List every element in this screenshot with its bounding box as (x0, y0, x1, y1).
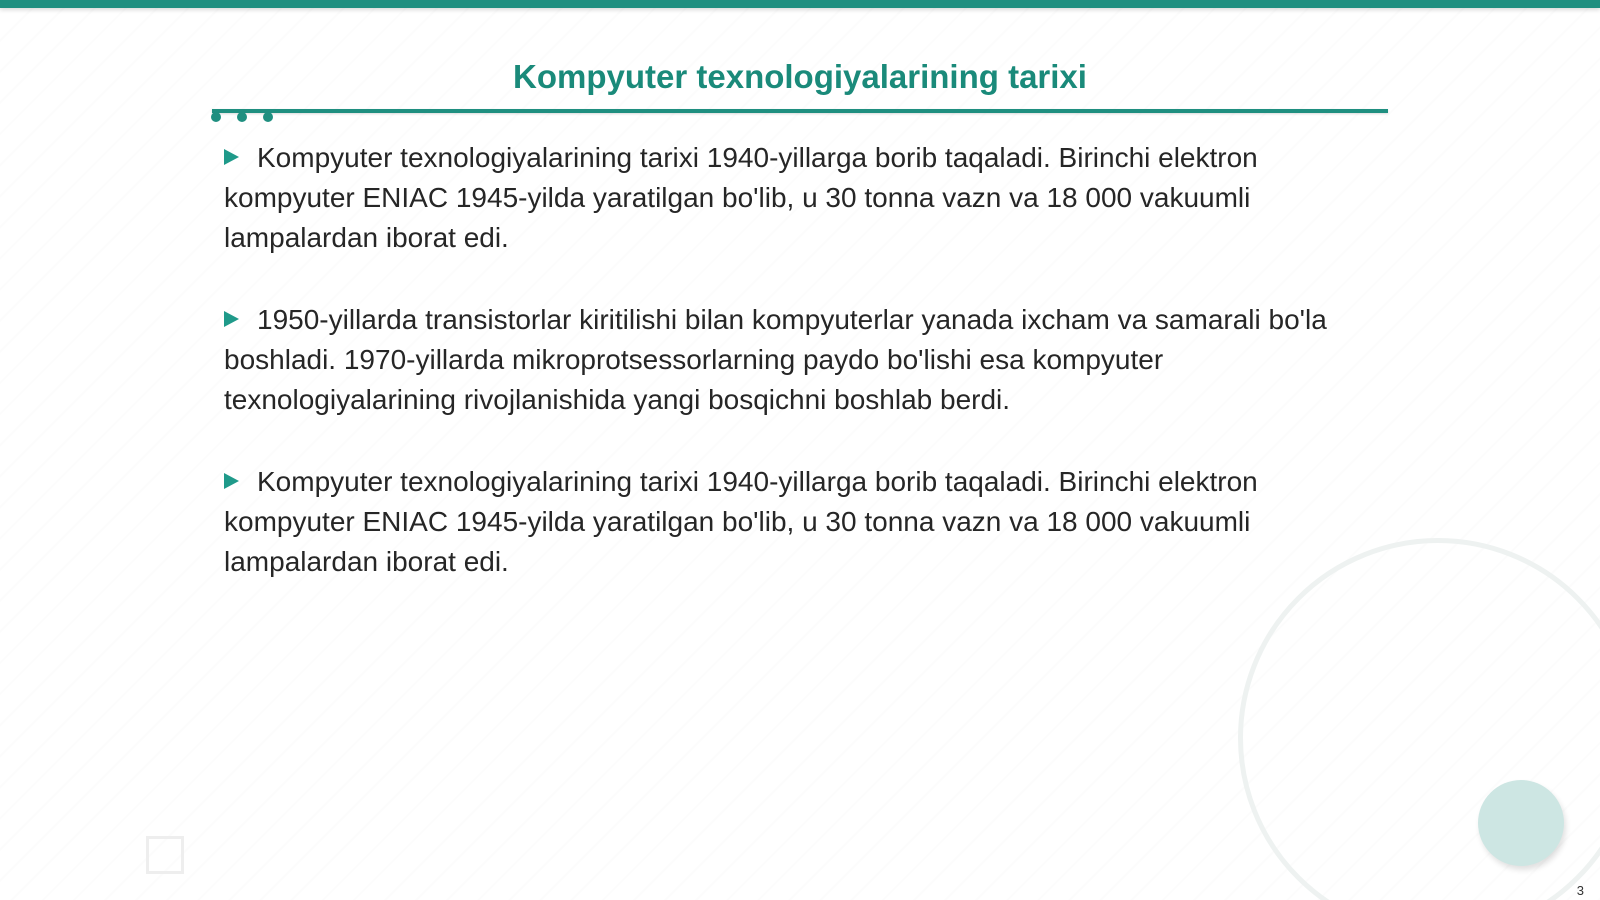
bullet-item (224, 300, 1384, 420)
decorative-square (146, 836, 184, 874)
bullet-item (224, 462, 1384, 582)
triangle-right-icon (224, 311, 239, 327)
bullet-text: Kompyuter texnologiyalarining tarixi 1940-yillarga borib taqaladi. Birinchi elektron kompyuter ENIAC 1945-yilda yaratilgan bo'lib, u 30 tonna vazn va 18 000 vakuumli lampalardan iborat edi. (224, 466, 1258, 577)
bullet-text: 1950-yillarda transistorlar kiritilishi bilan kompyuterlar yanada ixcham va samarali bo'la boshladi. 1970-yillarda mikroprotsessorlarning paydo bo'lishi esa kompyuter texnologiyalarining rivojlanishida yangi bosqichni boshlab berdi. (224, 304, 1327, 415)
triangle-right-icon (224, 149, 239, 165)
bullet-list (224, 138, 1384, 624)
top-accent-bar (0, 0, 1600, 8)
underline-dot (263, 112, 273, 122)
triangle-right-icon (224, 473, 239, 489)
slide-number: 3 (1576, 883, 1584, 898)
underline-dot (237, 112, 247, 122)
decorative-dot (1478, 780, 1564, 866)
bullet-item (224, 138, 1384, 258)
bullet-text: Kompyuter texnologiyalarining tarixi 1940-yillarga borib taqaladi. Birinchi elektron kompyuter ENIAC 1945-yilda yaratilgan bo'lib, u 30 tonna vazn va 18 000 vakuumli lampalardan iborat edi. (224, 142, 1258, 253)
title-underline (212, 109, 1388, 113)
underline-dot (211, 112, 221, 122)
slide-title: Kompyuter texnologiyalarining tarixi (513, 58, 1087, 95)
